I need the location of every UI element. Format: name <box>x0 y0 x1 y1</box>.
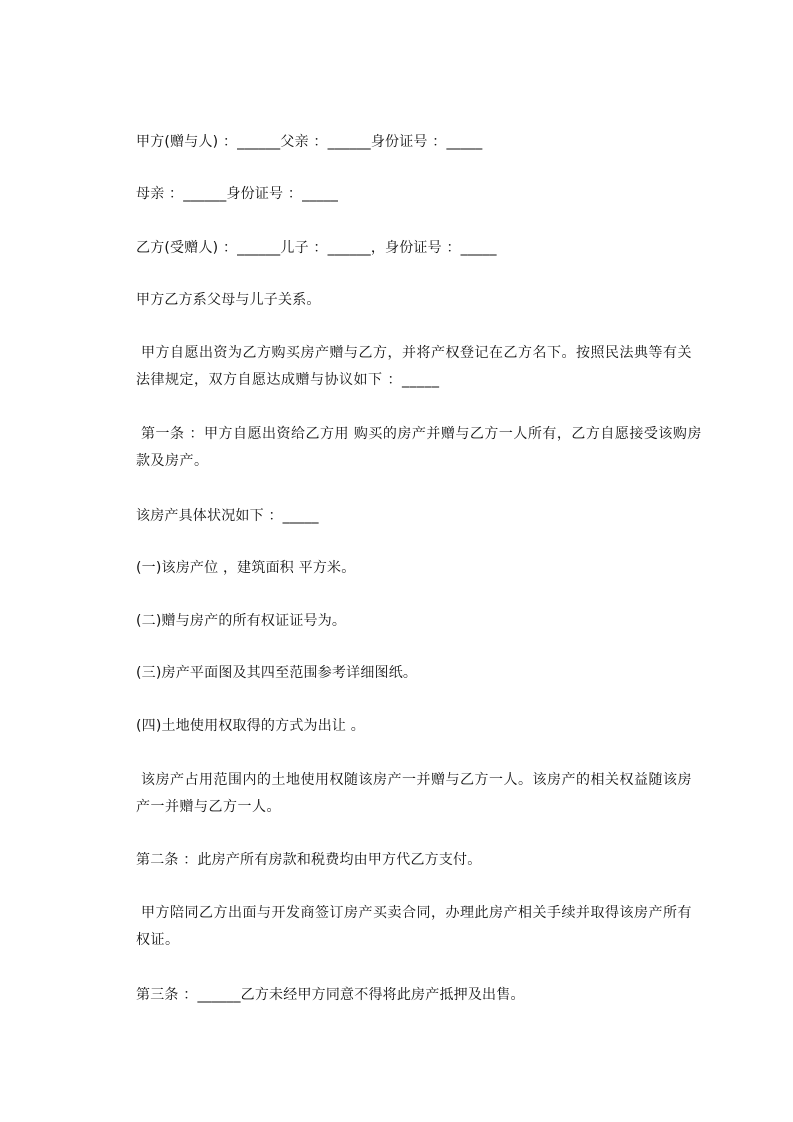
article-2-paragraph: 第二条 ：此房产所有房款和税费均由甲方代乙方支付。 <box>136 852 482 868</box>
article-1-paragraph: 第一条 ：甲方自愿出资给乙方用 购买的房产并赠与乙方一人所有，乙方自愿接受该购房款及房产。 <box>136 426 702 469</box>
property-item-1: (一)该房产位 ，建筑面积 平方米。 <box>136 560 356 576</box>
purchase-contract-paragraph: 甲方陪同乙方出面与开发商签订房产买卖合同，办理此房产相关手续并取得该房产所有权证。 <box>136 905 692 948</box>
property-item-2: (二)赠与房产的所有权证证号为。 <box>136 613 347 629</box>
article-3-paragraph: 第三条 ：______乙方未经甲方同意不得将此房产抵押及出售。 <box>136 987 525 1003</box>
party-b-line: 乙方(受赠人) ：______儿子 ：______，身份证号 ：_____ <box>136 240 497 256</box>
preamble-paragraph: 甲方自愿出资为乙方购买房产赠与乙方，并将产权登记在乙方名下。按照民法典等有关法律规定，双方自愿达成赠与协议如下 ：_____ <box>136 345 692 388</box>
mother-line: 母亲 ：______身份证号 ：_____ <box>136 186 339 202</box>
land-use-paragraph: 该房产占用范围内的土地使用权随该房产一并赠与乙方一人。该房产的相关权益随该房产一并赠与乙方一人。 <box>136 772 692 815</box>
party-a-line: 甲方(赠与人) ：______父亲 ：______身份证号 ：_____ <box>136 134 483 150</box>
property-status-heading: 该房产具体状况如下 ：_____ <box>136 508 319 524</box>
property-item-3: (三)房产平面图及其四至范围参考详细图纸。 <box>136 665 418 681</box>
property-item-4: (四)土地使用权取得的方式为出让 。 <box>136 718 365 734</box>
relationship-statement: 甲方乙方系父母与儿子关系。 <box>136 292 321 308</box>
